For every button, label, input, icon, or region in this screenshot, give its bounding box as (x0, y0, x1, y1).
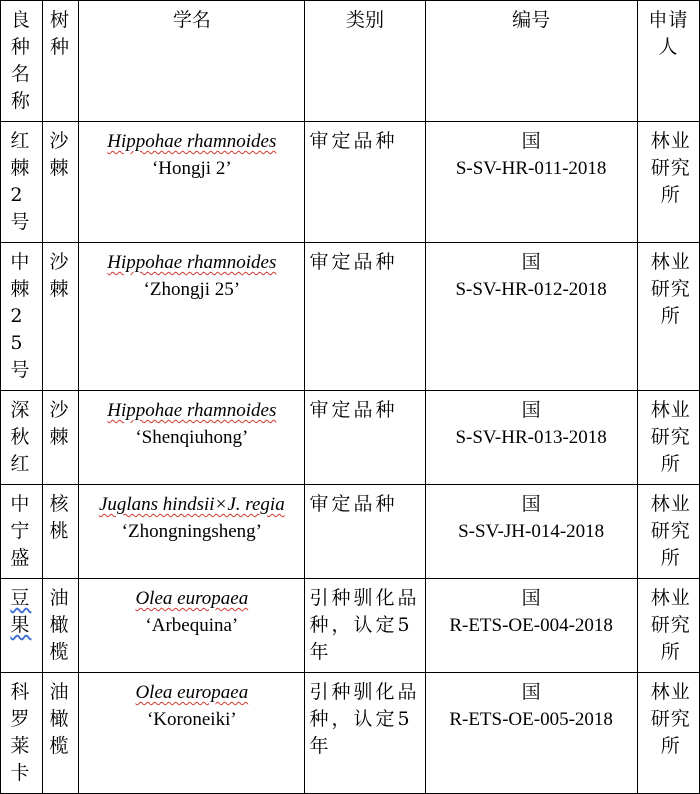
reg-code: S-SV-HR-013-2018 (455, 427, 607, 448)
cultivar-name: ‘Koroneiki’ (146, 709, 237, 730)
cell-name: 豆果 (1, 579, 43, 673)
cell-species: 油橄榄 (42, 579, 78, 673)
cell-category: 审定品种 (305, 485, 425, 579)
header-scientific-name: 学名 (79, 1, 305, 122)
reg-prefix: 国 (521, 400, 541, 421)
table-row (1, 579, 700, 673)
cell-applicant: 林业研究所 (637, 391, 699, 485)
table-row (1, 391, 700, 485)
header-category: 类别 (305, 1, 425, 122)
cell-name: 科罗莱卡 (1, 673, 43, 794)
reg-code: R-ETS-OE-004-2018 (449, 615, 613, 636)
cultivar-name: ‘Hongji 2’ (151, 158, 232, 179)
cell-number (425, 673, 637, 794)
cell-scientific-name (79, 391, 305, 485)
cell-number (425, 122, 637, 243)
latin-name: Hippohae rhamnoides (107, 400, 277, 421)
table-row (1, 122, 700, 243)
cell-category: 审定品种 (305, 243, 425, 391)
reg-prefix: 国 (521, 588, 541, 609)
cell-applicant: 林业研究所 (637, 122, 699, 243)
cell-category: 审定品种 (305, 391, 425, 485)
cell-number (425, 243, 637, 391)
cell-category: 审定品种 (305, 122, 425, 243)
reg-prefix: 国 (521, 682, 541, 703)
latin-name: Hippohae rhamnoides (107, 131, 277, 152)
cell-applicant: 林业研究所 (637, 485, 699, 579)
cell-name: 红棘2号 (1, 122, 43, 243)
reg-prefix: 国 (521, 252, 541, 273)
cell-applicant: 林业研究所 (637, 673, 699, 794)
header-species: 树种 (42, 1, 78, 122)
cultivar-name: ‘Zhongji 25’ (143, 279, 241, 300)
header-number: 编号 (425, 1, 637, 122)
cultivar-name: ‘Zhongningsheng’ (121, 521, 263, 542)
cell-scientific-name (79, 122, 305, 243)
cell-number (425, 391, 637, 485)
latin-name: Olea europaea (135, 682, 249, 703)
cell-species: 核桃 (42, 485, 78, 579)
cell-species: 油橄榄 (42, 673, 78, 794)
cell-species: 沙棘 (42, 243, 78, 391)
cell-applicant: 林业研究所 (637, 579, 699, 673)
cell-name: 中宁盛 (1, 485, 43, 579)
cell-scientific-name (79, 673, 305, 794)
latin-name: Olea europaea (135, 588, 249, 609)
cell-number (425, 579, 637, 673)
reg-code: R-ETS-OE-005-2018 (449, 709, 613, 730)
header-name: 良种名称 (1, 1, 43, 122)
cell-species: 沙棘 (42, 122, 78, 243)
cell-category: 引种驯化品种，认定5年 (305, 579, 425, 673)
table-row (1, 673, 700, 794)
table-row (1, 243, 700, 391)
reg-prefix: 国 (521, 494, 541, 515)
cell-number (425, 485, 637, 579)
cultivar-name: ‘Arbequina’ (145, 615, 239, 636)
cell-scientific-name (79, 485, 305, 579)
reg-code: S-SV-JH-014-2018 (458, 521, 605, 542)
cell-name: 深秋红 (1, 391, 43, 485)
header-applicant: 申请人 (637, 1, 699, 122)
header-row (1, 1, 700, 122)
cell-species: 沙棘 (42, 391, 78, 485)
reg-code: S-SV-HR-012-2018 (455, 279, 607, 300)
reg-code: S-SV-HR-011-2018 (455, 158, 607, 179)
cultivar-name: ‘Shenqiuhong’ (135, 427, 249, 448)
table-row (1, 485, 700, 579)
cell-scientific-name (79, 243, 305, 391)
latin-name: Hippohae rhamnoides (107, 252, 277, 273)
cell-applicant: 林业研究所 (637, 243, 699, 391)
cell-scientific-name (79, 579, 305, 673)
cell-category: 引种驯化品种，认定5年 (305, 673, 425, 794)
cell-name: 中棘25号 (1, 243, 43, 391)
latin-name: Juglans hindsii×J. regia (98, 494, 285, 515)
reg-prefix: 国 (521, 131, 541, 152)
